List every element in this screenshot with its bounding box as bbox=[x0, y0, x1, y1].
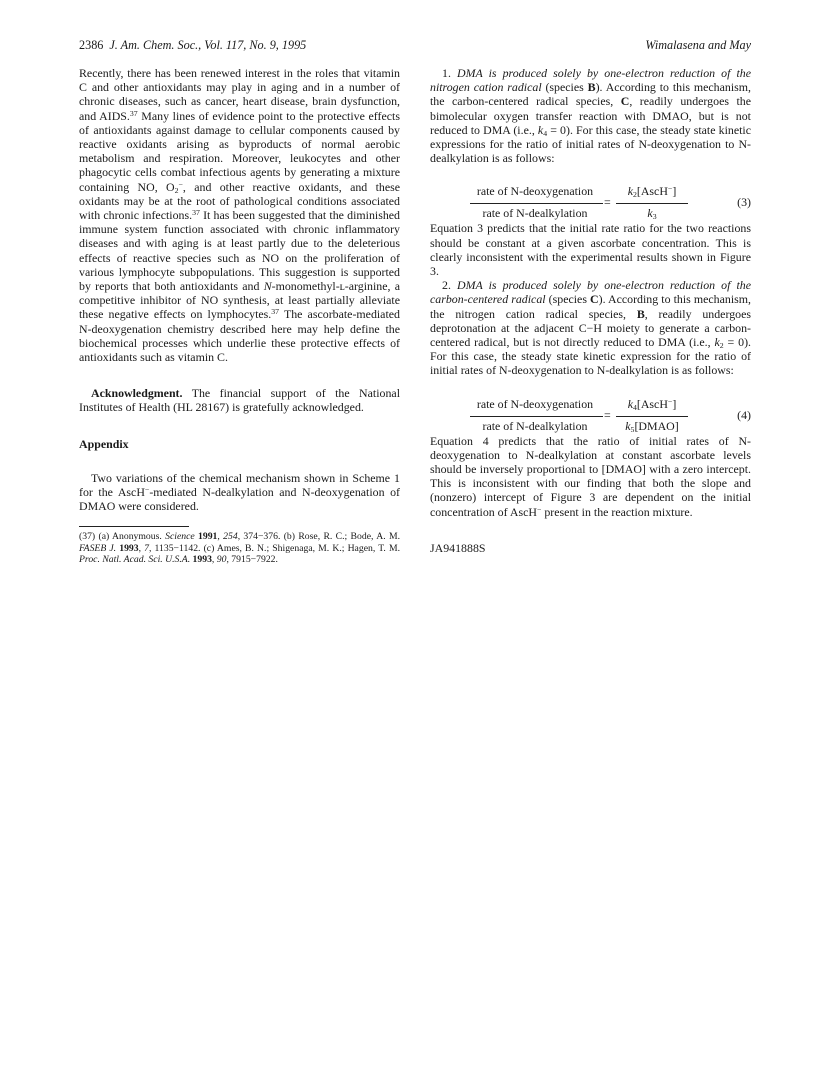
species-label: B bbox=[636, 306, 645, 321]
text-run: , 374−376. (b) Rose, R. C.; Bode, A. M. bbox=[237, 531, 400, 543]
superscript: − bbox=[536, 504, 542, 514]
text-run: -monomethyl-ʟ-arginine, a competitive inhibitor of NO synthesis, at least partially alleviate these negative effects on lymphocytes. bbox=[79, 279, 400, 322]
eq3-denominator-left: rate of N-dealkylation bbox=[482, 206, 588, 221]
text-run: It has been suggested that the diminished immune system function associated with chronic inflammatory diseases and with aging is at least partly due to the deleterious effects of reactive species such as NO on the proliferation of various lymphocyte subpopulations. This suggestion is supported by reports that both antioxidants and bbox=[79, 208, 400, 294]
equation-3 bbox=[430, 170, 751, 222]
superscript: − bbox=[667, 396, 673, 406]
mechanism-2-paragraph bbox=[430, 278, 751, 377]
superscript: − bbox=[144, 485, 150, 495]
rate-constant: k bbox=[627, 396, 633, 411]
reference-marker: 37 bbox=[192, 208, 200, 218]
text-run: = 0). For this case, the steady state kinetic expressions for the ratio of initial rates of N-deoxygenation to N-dealkylation is as follows: bbox=[430, 122, 751, 166]
page-number: 2386 bbox=[79, 38, 104, 52]
text-run: (species bbox=[541, 80, 588, 95]
text-run: ] bbox=[672, 184, 677, 199]
text-run: [DMAO] bbox=[634, 418, 679, 433]
running-header bbox=[79, 38, 751, 54]
volume: 254 bbox=[219, 531, 238, 543]
footnote-37: (37) (a) Anonymous. Science 1991, 254, 374−376. (b) Rose, R. C.; Bode, A. M. FASEB J. 1993, 7, 1135−1142. (c) Ames, B. N.; Shigenaga, M. K.; Hagen, T. M. Proc. Natl. Acad. Sci. U.S.A. 1993, 90, 7915−7922. bbox=[79, 531, 400, 566]
journal-citation: J. Am. Chem. Soc., Vol. 117, No. 9, 1995 bbox=[109, 38, 307, 52]
eq4-fraction-bar-left bbox=[470, 416, 603, 417]
eq3-numerator-right bbox=[616, 184, 688, 198]
right-column bbox=[430, 66, 751, 555]
eq3-fraction-bar-right bbox=[616, 203, 688, 204]
acknowledgment-text: The financial support of the National Institutes of Health (HL 28167) is gratefully acknowledged. bbox=[79, 386, 400, 415]
mechanism-1-paragraph bbox=[430, 66, 751, 165]
year: 1993 bbox=[190, 554, 212, 566]
equation-4-discussion bbox=[430, 434, 751, 519]
text-run: ] bbox=[672, 396, 677, 411]
text-run: , and other reactive oxidants, and these oxidants may be at the root of pathological conditions associated with chronic infections. bbox=[79, 179, 400, 223]
eq3-number: (3) bbox=[737, 195, 751, 210]
text-run: (species bbox=[545, 292, 591, 307]
subscript: 4 bbox=[543, 128, 548, 138]
subscript: 3 bbox=[652, 212, 657, 222]
text-run: , readily undergoes deprotonation at the adjacent C−H moiety to generate a carbon-centered radical, but is not directly reduced to DMA (i.e., bbox=[430, 306, 751, 350]
eq3-numerator-left: rate of N-deoxygenation bbox=[476, 184, 594, 199]
text-run: , readily undergoes the bimolecular oxygen transfer reaction with DMAO, but is not reduced to DMA (i.e., bbox=[430, 94, 751, 137]
eq4-numerator-left: rate of N-deoxygenation bbox=[476, 396, 594, 411]
rate-constant: k bbox=[627, 184, 633, 199]
text-run: -mediated N-dealkylation and N-deoxygenation of DMAO were considered. bbox=[79, 485, 401, 514]
text-run: Many lines of evidence point to the protective effects of antioxidants against damage to cellular components caused by reactive oxidants arising as byproducts of normal aerobic metabolism and respiration. Moreover, leukocytes and other phagocytic cells combat infectious agents by generating a mixture containing NO, O bbox=[79, 108, 400, 194]
text-run: ). According to this mechanism, the nitrogen cation radical species, bbox=[430, 292, 751, 321]
subscript: 2 bbox=[632, 190, 637, 200]
text-run: [AscH bbox=[636, 184, 668, 199]
superscript: − bbox=[667, 184, 673, 194]
species-label: C bbox=[590, 292, 599, 307]
journal-name: FASEB J. bbox=[79, 542, 117, 554]
text-run: (37) (a) Anonymous. bbox=[79, 531, 166, 543]
text-run: = 0). For this case, the steady state kinetic expression for the ratio of initial rates of N-deoxygenation to N-dealkylation is as follows: bbox=[430, 335, 752, 378]
eq4-numerator-right bbox=[616, 397, 688, 411]
appendix-heading: Appendix bbox=[79, 436, 129, 451]
italic-statement: DMA is produced solely by one-electron reduction of the carbon-centered radical bbox=[430, 278, 752, 307]
italic-statement: DMA is produced solely by one-electron reduction of the nitrogen cation radical bbox=[430, 66, 752, 95]
species-label: C bbox=[620, 94, 630, 109]
rate-constant: k bbox=[714, 335, 720, 350]
manuscript-code: JA941888S bbox=[430, 540, 486, 555]
italic-n: N bbox=[263, 279, 272, 294]
equation-3-discussion: Equation 3 predicts that the initial rate ratio for the two reactions should be constant at a given ascorbate concentration. This is clearly inconsistent with the experimental results shown in Figure 3. bbox=[430, 221, 751, 279]
text-run: , 7915−7922. bbox=[226, 554, 278, 566]
eq4-number: (4) bbox=[737, 407, 751, 422]
text-run: [AscH bbox=[636, 396, 668, 411]
superscript: − bbox=[178, 179, 183, 189]
volume: 7 bbox=[141, 542, 149, 554]
reference-marker: 37 bbox=[129, 108, 138, 118]
header-left bbox=[79, 38, 306, 53]
eq4-denominator-right bbox=[616, 419, 688, 433]
text-run: Two variations of the chemical mechanism shown in Scheme 1 for the AscH bbox=[79, 470, 400, 500]
conclusion-paragraph bbox=[79, 66, 400, 364]
text-run: present in the reaction mixture. bbox=[541, 504, 693, 519]
list-number: 1. bbox=[442, 66, 457, 80]
year: 1993 bbox=[116, 542, 139, 554]
appendix-paragraph bbox=[79, 471, 400, 514]
subscript: 2 bbox=[719, 341, 724, 351]
rate-constant: k bbox=[537, 122, 544, 137]
acknowledgment-heading: Acknowledgment. bbox=[91, 386, 183, 401]
list-number: 2. bbox=[442, 278, 457, 293]
journal-name: Science bbox=[165, 531, 195, 543]
text-run: , 1135−1142. (c) Ames, B. N.; Shigenaga, M. K.; Hagen, T. M. bbox=[149, 542, 400, 554]
text-run: Equation 4 predicts that the ratio of initial rates of N-deoxygenation to N-dealkylation at constant ascorbate levels should be inversely proportional to [DMAO] with a zero intercept. This is inconsistent with our finding that both the slope and (nonzero) intercept of Figure 3 are dependent on the initial concentration of AscH bbox=[430, 433, 751, 519]
eq3-equals: = bbox=[604, 195, 611, 210]
eq3-denominator-right bbox=[616, 206, 688, 220]
year: 1991 bbox=[194, 531, 218, 543]
subscript: 4 bbox=[632, 402, 637, 412]
subscript: 2 bbox=[174, 185, 179, 195]
subscript: 5 bbox=[630, 424, 635, 434]
text-run: ). According to this mechanism, the carbon-centered radical species, bbox=[430, 80, 751, 109]
footnote-divider bbox=[79, 526, 189, 527]
rate-constant: k bbox=[625, 418, 631, 433]
equation-4 bbox=[430, 383, 751, 434]
eq4-equals: = bbox=[604, 407, 611, 422]
species-label: B bbox=[587, 80, 596, 95]
eq4-fraction-bar-right bbox=[616, 416, 688, 417]
acknowledgment-paragraph bbox=[79, 386, 400, 414]
header-authors: Wimalasena and May bbox=[645, 38, 751, 52]
text-run: Recently, there has been renewed interest in the roles that vitamin C and other antioxidants may play in aging and in a number of chronic diseases, such as cancer, heart disease, brain dysfunction, and AIDS. bbox=[79, 66, 400, 123]
volume: 90 bbox=[214, 554, 227, 566]
eq4-denominator-left: rate of N-dealkylation bbox=[482, 418, 588, 433]
reference-marker: 37 bbox=[271, 307, 280, 317]
left-column bbox=[79, 66, 400, 566]
eq3-fraction-bar-left bbox=[470, 203, 603, 204]
rate-constant: k bbox=[647, 206, 653, 221]
text-run: The ascorbate-mediated N-deoxygenation chemistry described here may help define the biochemical processes which underlie these protective effects of antioxidants such as vitamin C. bbox=[79, 307, 400, 365]
journal-name: Proc. Natl. Acad. Sci. U.S.A. bbox=[79, 554, 191, 566]
